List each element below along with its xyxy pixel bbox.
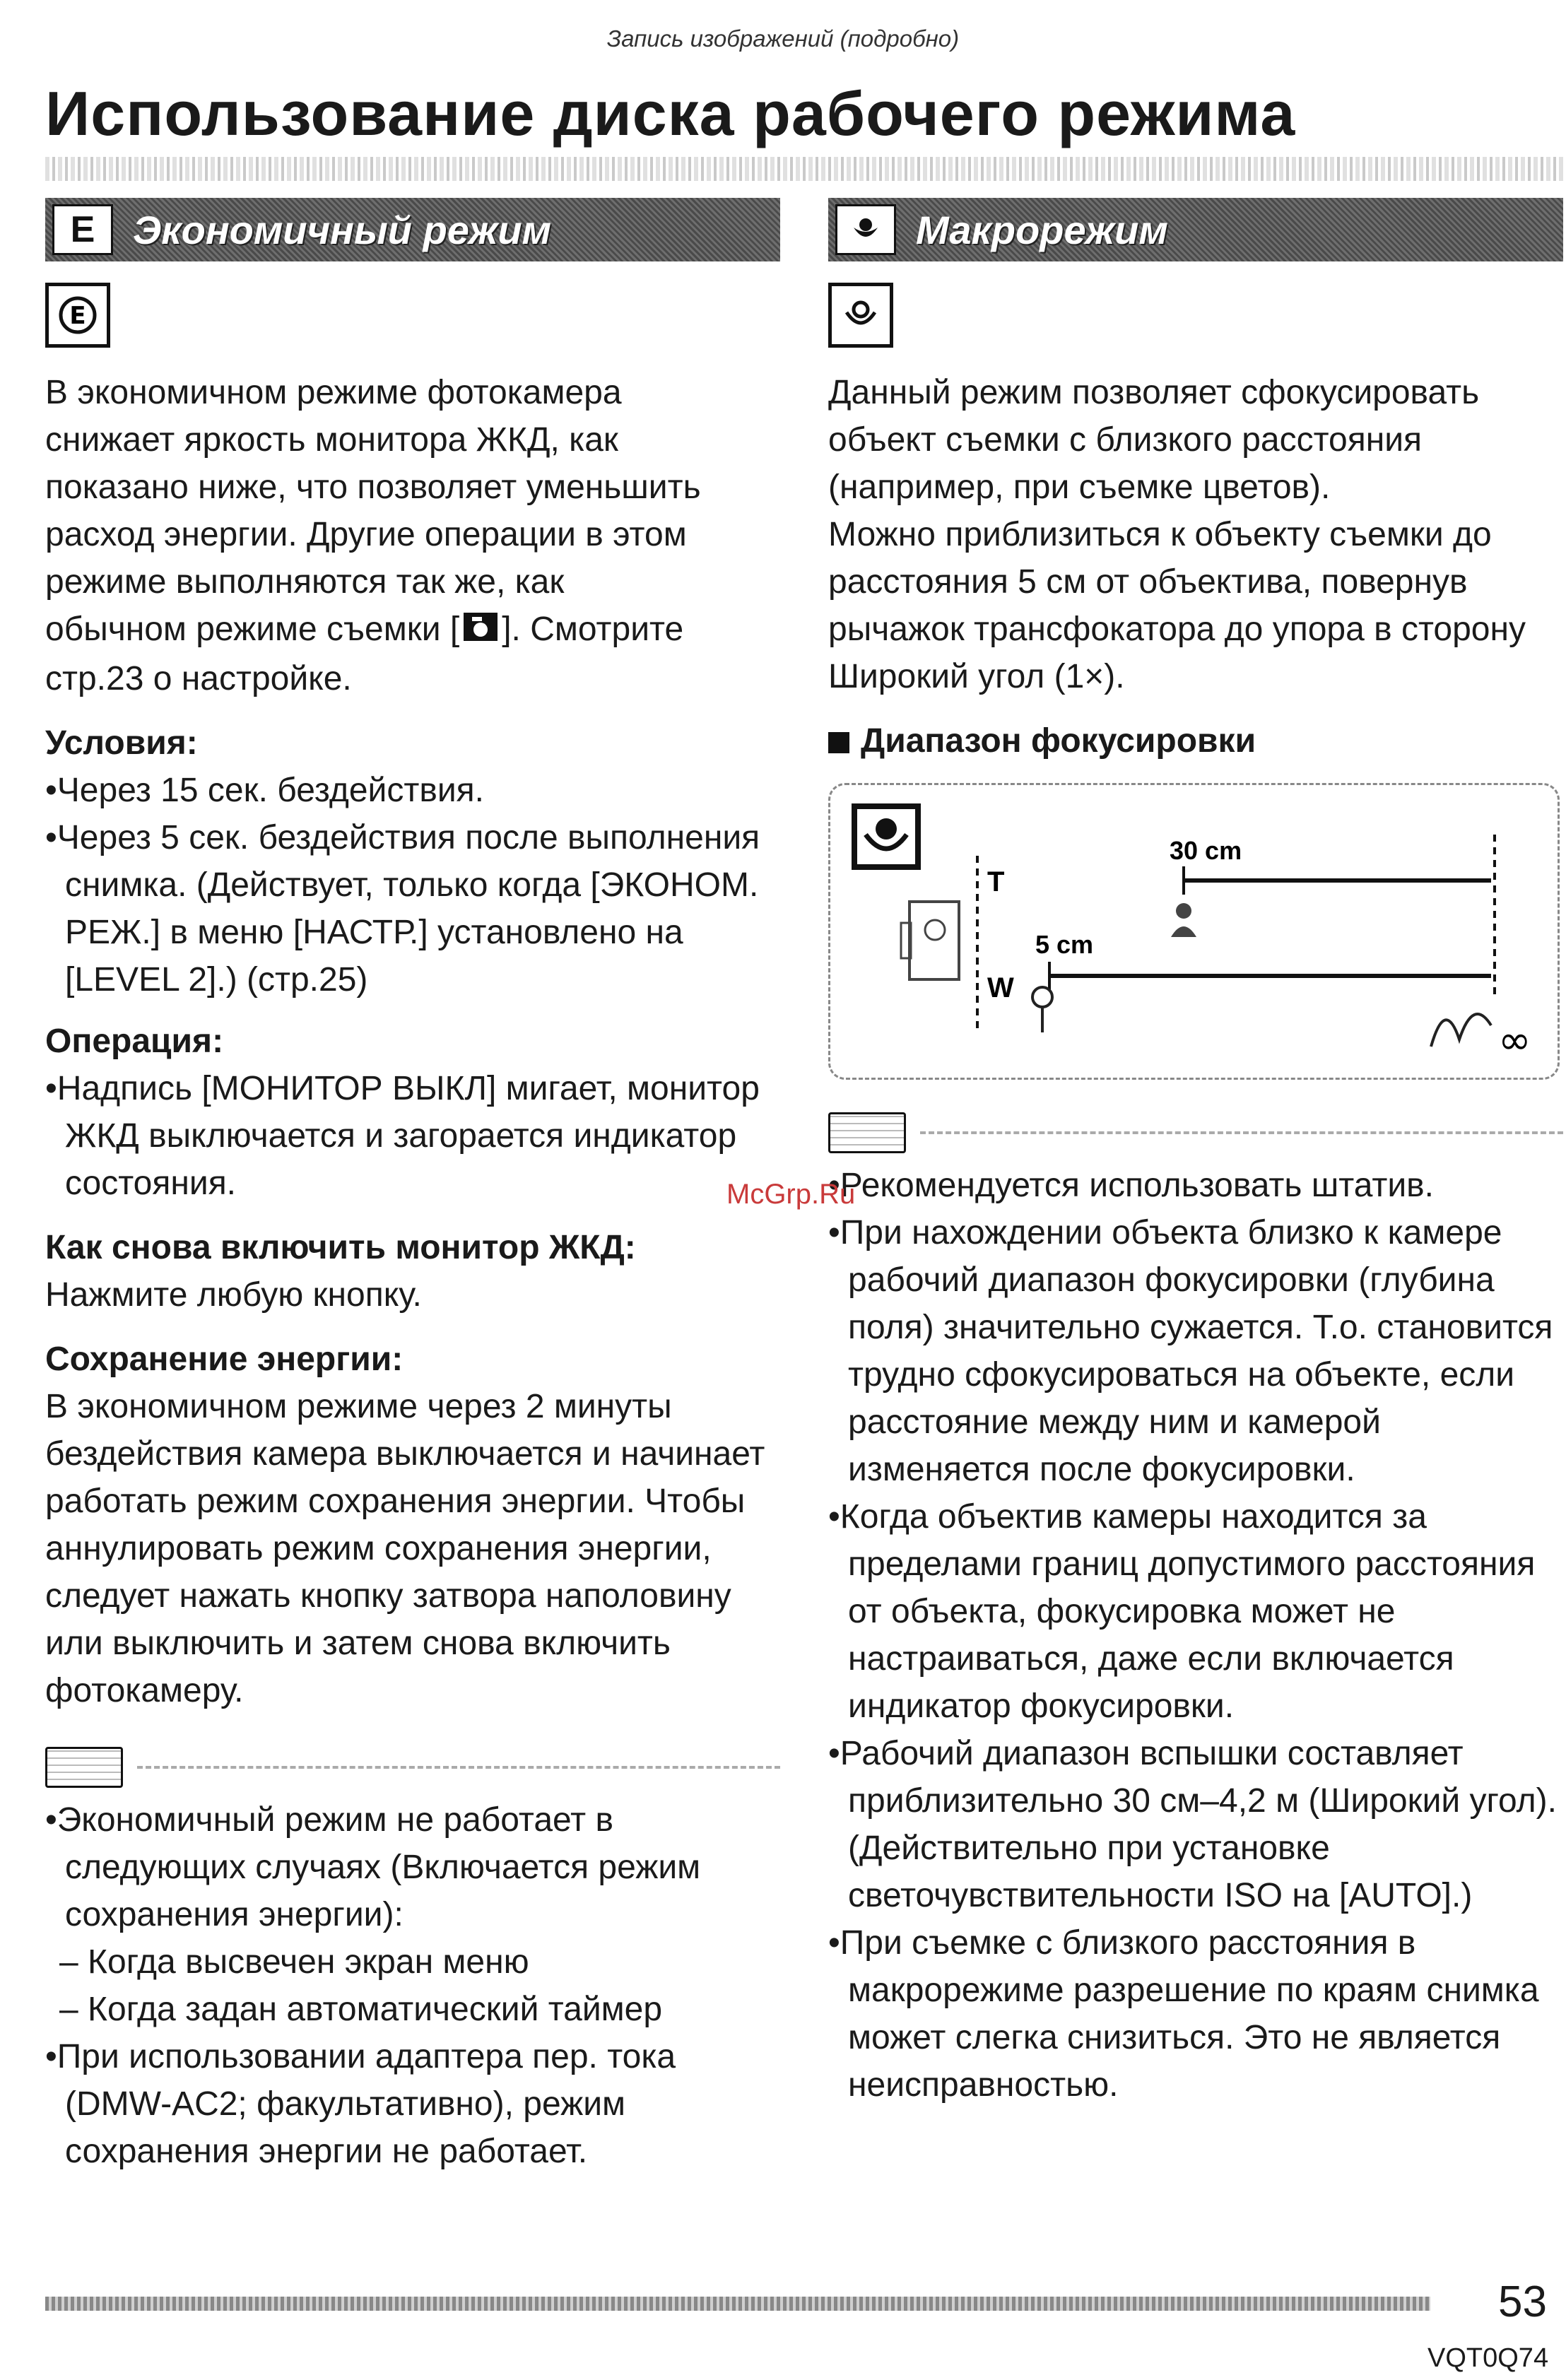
economy-section-label: Экономичный режим <box>133 207 552 252</box>
tele-label: T <box>987 866 1005 897</box>
note-pencil-icon <box>828 1112 906 1153</box>
document-code: VQT0Q74 <box>1427 2343 1549 2373</box>
economy-mode-dial-icon <box>45 283 110 348</box>
economy-intro-line: В экономичном режиме фотокамера <box>45 374 622 411</box>
macro-note: •При нахождении объекта близко к камере рабочий диапазон фокусировки (глубина поля) значительно сужается. Т.о. становится трудно сфокусироваться на объекте, если расстояние между ним и камерой изменяется после фокусировки. <box>828 1214 1553 1488</box>
square-bullet-icon <box>828 732 849 753</box>
watermark: McGrp.Ru <box>726 1179 856 1210</box>
power-saving-text: В экономичном режиме через 2 минуты бездействия камера выключается и начинает работать режим сохранения энергии. Чтобы аннулировать режим сохранения энергии, следует нажать кнопку затвора наполовину или выключить и затем снова включить фотокамеру. <box>45 1387 765 1709</box>
macro-mode-dial-icon <box>828 283 893 348</box>
economy-mode-column <box>45 198 780 2175</box>
economy-section-bar <box>45 198 780 261</box>
macro-intro: Можно приблизиться к объекту съемки до расстояния 5 см от объектива, повернув рычажок трансфокатора до упора в сторону Широкий угол (1×). <box>828 516 1526 695</box>
macro-note: •Рабочий диапазон вспышки составляет приблизительно 30 см–4,2 м (Широкий угол). (Действительно при установке светочувствительности ISO на [AUTO].) <box>828 1735 1557 1914</box>
wide-distance: 5 cm <box>1035 930 1094 959</box>
macro-diagram-icon-flower <box>876 818 897 840</box>
running-head: Запись изображений (подробно) <box>606 25 960 52</box>
economy-subnote: – Когда задан автоматический таймер <box>59 1990 663 2028</box>
landscape-icon <box>1431 1014 1491 1047</box>
economy-intro-line: показано ниже, что позволяет уменьшить <box>45 469 701 506</box>
note-marker <box>45 1743 780 1792</box>
note-pencil-icon <box>45 1747 123 1788</box>
page-title: Использование диска рабочего режима <box>45 78 1296 148</box>
condition-item: •Через 5 сек. бездействия после выполнения снимка. (Действует, только когда [ЭКОНОМ. РЕЖ.] в меню [НАСТР.] установлено на [LEVEL 2].) (стр.25) <box>45 818 760 998</box>
page-number: 53 <box>1498 2278 1547 2326</box>
note-marker <box>828 1108 1563 1157</box>
svg-text:E: E <box>69 302 86 330</box>
note-divider <box>137 1766 780 1769</box>
footer-rule <box>45 2297 1430 2311</box>
focus-range-diagram <box>828 783 1560 1080</box>
conditions-heading: Условия: <box>45 724 198 762</box>
power-saving-heading: Сохранение энергии: <box>45 1340 404 1378</box>
economy-mode-badge-icon: E <box>52 204 113 255</box>
resume-text: Нажмите любую кнопку. <box>45 1276 422 1314</box>
person-icon <box>1171 903 1196 937</box>
macro-section-bar <box>828 198 1563 261</box>
macro-intro: Данный режим позволяет сфокусировать объект съемки с близкого расстояния (например, при съемке цветов). <box>828 374 1480 506</box>
focus-range-heading-text: Диапазон фокусировки <box>861 722 1256 760</box>
economy-intro-fragment: обычном режиме съемки [ <box>45 611 460 648</box>
macro-mode-column <box>828 198 1563 2109</box>
wide-label: W <box>987 972 1014 1003</box>
title-underline <box>45 157 1565 181</box>
economy-intro-line: режиме выполняются так же, как <box>45 563 565 601</box>
resume-heading: Как снова включить монитор ЖКД: <box>45 1228 636 1266</box>
note-divider <box>920 1131 1563 1134</box>
tele-distance: 30 cm <box>1170 836 1242 865</box>
economy-intro-line: снижает яркость монитора ЖКД, как <box>45 421 618 459</box>
economy-note: •Экономичный режим не работает в следующих случаях (Включается режим сохранения энергии): <box>45 1801 701 1933</box>
macro-flower-badge-icon <box>835 204 896 255</box>
macro-note: •Рекомендуется использовать штатив. <box>828 1167 1434 1204</box>
camera-side-icon <box>901 902 959 979</box>
economy-intro-line <box>45 606 780 702</box>
infinity-symbol: ∞ <box>1498 1018 1531 1064</box>
flower-icon <box>1032 987 1052 1032</box>
operation-heading: Операция: <box>45 1022 224 1060</box>
operation-item: •Надпись [МОНИТОР ВЫКЛ] мигает, монитор ЖКД выключается и загорается индикатор состояния. <box>45 1069 760 1202</box>
camera-icon <box>462 608 499 655</box>
condition-item: •Через 15 сек. бездействия. <box>45 771 484 809</box>
economy-intro-fragment: ]. Смотрите стр.23 о настройке. <box>45 611 684 697</box>
economy-intro-line: расход энергии. Другие операции в этом <box>45 516 687 553</box>
macro-note: •Когда объектив камеры находится за пределами границ допустимого расстояния от объекта, фокусировка может не настраиваться, даже если включается индикатор фокусировки. <box>828 1498 1536 1725</box>
macro-note: •При съемке с близкого расстояния в макрорежиме разрешение по краям снимка может слегка снизиться. Это не является неисправностью. <box>828 1924 1539 2104</box>
macro-section-label: Макрорежим <box>916 207 1168 252</box>
economy-subnote: – Когда высвечен экран меню <box>59 1943 529 1981</box>
economy-note: •При использовании адаптера пер. тока (DMW-AC2; факультативно), режим сохранения энергии не работает. <box>45 2037 676 2170</box>
focus-range-heading <box>828 717 1563 765</box>
